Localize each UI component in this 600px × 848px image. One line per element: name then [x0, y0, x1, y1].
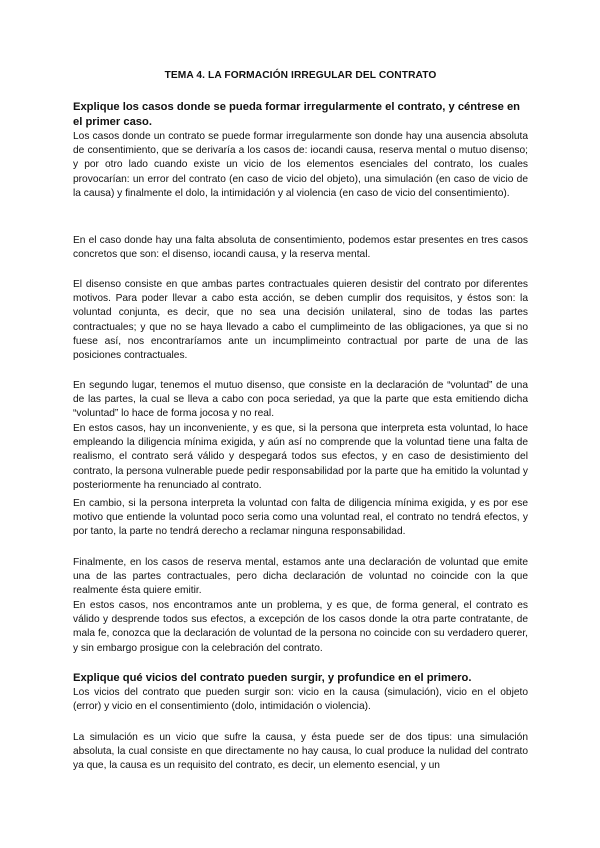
paragraph-en-cambio: En cambio, si la persona interpreta la voluntad con falta de diligencia mínima exigida, y es por ese motivo que entiende la voluntad poco seria como una voluntad real, el contrato no tendrá efectos, y por tanto, la parte no tendrá derecho a reclamar ninguna responsabilidad. [73, 498, 528, 538]
paragraph-reserva-problema: En estos casos, nos encontramos ante un problema, y es que, de forma general, el contrato es válido y desprende todos sus efectos, a excepción de los casos donde la otra parte contratante, de mala fe, conozca que la declaración de voluntad de la persona no coincide con su verdadero querer, y sin embargo prosigue con la celebración del contrato. [73, 600, 528, 654]
document-title: TEMA 4. LA FORMACIÓN IRREGULAR DEL CONTRATO [164, 70, 437, 81]
paragraph-inconveniente: En estos casos, hay un inconveniente, y es que, si la persona que interpreta esta voluntad, lo hace empleando la diligencia mínima exigida, y aún así no comprende que la voluntad tiene una falta de realismo, el contrato será válido y despegará todos sus efectos, y en caso de desistimiento del contrato, la persona vulnerable puede pedir responsabilidad por la parte que ha emitido la voluntad y posteriormente ha renunciado al contrato. [73, 423, 528, 491]
paragraph-absence-consent: En el caso donde hay una falta absoluta de consentimiento, podemos estar presentes en tres casos concretos que son: el disenso, iocandi causa, y la reserva mental. [73, 235, 528, 261]
paragraph-mutuo-disenso: En segundo lugar, tenemos el mutuo disenso, que consiste en la declaración de “voluntad” de una de las partes, la cual se lleva a cabo con poca seriedad, ya que la parte que esta emitiendo dicha “voluntad” lo hace de forma jocosa y no real. [73, 380, 528, 420]
paragraph-vicios: Los vicios del contrato que pueden surgir son: vicio en la causa (simulación), vicio en el objeto (error) y vicio en el consentimiento (dolo, intimidación o violencia). [73, 687, 528, 713]
question-2-heading: Explique qué vicios del contrato pueden surgir, y profundice en el primero. [73, 672, 472, 684]
paragraph-reserva-mental: Finalmente, en los casos de reserva mental, estamos ante una declaración de voluntad que emite una de las partes contractuales, pero dicha declaración de voluntad no coincide con la que realmente ésta quiere emitir. [73, 557, 528, 597]
paragraph-disenso: El disenso consiste en que ambas partes contractuales quieren desistir del contrato por diferentes motivos. Para poder llevar a cabo esta acción, se deben cumplir dos requisitos, y éstos son: la voluntad conjunta, es decir, que no sea una decisión unilateral, sino de todas las partes contractuales; y que no se haya llevado a cabo el cumplimeinto de las obligaciones, ya que si no fuese así, nos encontraríamos ante un incumplimeinto contractual por parte de una de las posiciones contractuales. [73, 279, 528, 362]
paragraph-intro: Los casos donde un contrato se puede formar irregularmente son donde hay una ausencia absoluta de consentimiento, que se derivaría a los casos de: iocandi causa, reserva mental o mutuo disenso; y por otro lado cuando existe un vicio de los elementos esenciales del contrato, los cuales provocarían: un error del contrato (en caso de vicio del objeto), una simulación (en caso de vicio de la causa) y finalmente el dolo, la intimidación y al violencia (en caso de vicio del consentimiento). [73, 131, 528, 199]
question-1-heading: Explique los casos donde se pueda formar irregularmente el contrato, y céntrese en el primer caso. [73, 101, 521, 128]
paragraph-simulacion: La simulación es un vicio que sufre la causa, y ésta puede ser de dos tipus: una simulación absoluta, la cual consiste en que directamente no hay causa, lo cual produce la nulidad del contrato ya que, la causa es un requisito del contrato, es decir, un elemento esencial, y un [73, 732, 528, 772]
